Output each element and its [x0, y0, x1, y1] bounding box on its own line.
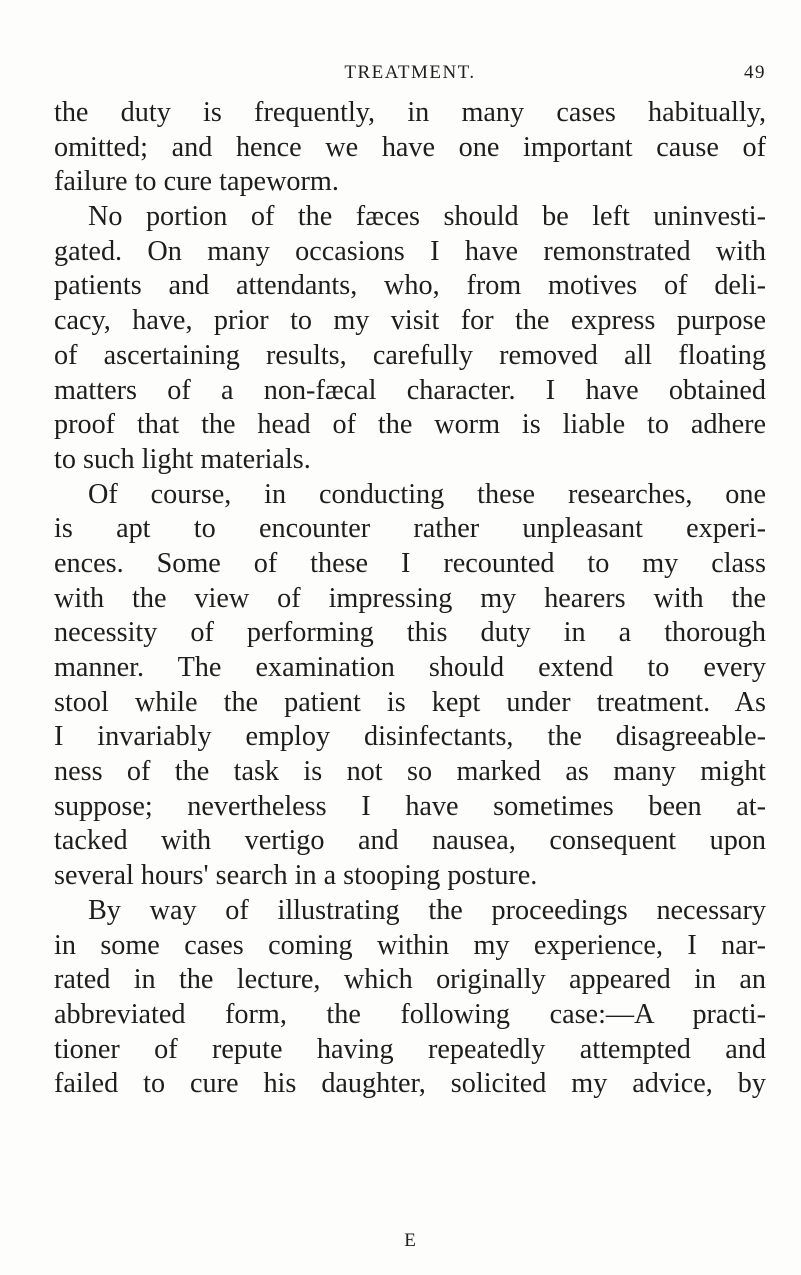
- text-line: omitted; and hence we have one important cause of: [54, 131, 766, 163]
- text-line: suppose; nevertheless I have sometimes been at-: [54, 790, 766, 822]
- text-line: several hours' search in a stooping posture.: [54, 860, 538, 892]
- text-line: failed to cure his daughter, solicited my advice, by: [54, 1068, 766, 1100]
- text-line: with the view of impressing my hearers with the: [54, 582, 766, 614]
- text-line: cacy, have, prior to my visit for the express purpose: [54, 305, 766, 337]
- text-line: ness of the task is not so marked as many might: [54, 756, 766, 788]
- text-line: necessity of performing this duty in a thorough: [54, 617, 766, 649]
- text-line: in some cases coming within my experience, I nar-: [54, 929, 766, 961]
- text-line: of ascertaining results, carefully removed all floating: [54, 339, 766, 371]
- text-line: manner. The examination should extend to every: [54, 652, 766, 683]
- text-line: the duty is frequently, in many cases habitually,: [54, 97, 766, 128]
- text-line: stool while the patient is kept under treatment. As: [54, 686, 766, 718]
- text-line: to such light materials.: [54, 443, 311, 475]
- text-line: gated. On many occasions I have remonstrated with: [54, 235, 766, 267]
- page-number: 49: [744, 62, 766, 83]
- running-head: [54, 62, 766, 92]
- paragraph-first-line: Of course, in conducting these researches, one: [88, 478, 766, 510]
- signature-mark: E: [404, 1230, 416, 1251]
- text-line: abbreviated form, the following case:—A practi-: [54, 998, 766, 1030]
- text-line: proof that the head of the worm is liable to adhere: [54, 409, 766, 441]
- text-line: I invariably employ disinfectants, the disagreeable-: [54, 721, 766, 753]
- text-line: failure to cure tapeworm.: [54, 166, 339, 198]
- text-line: matters of a non-fæcal character. I have obtained: [54, 374, 766, 406]
- text-line: tacked with vertigo and nausea, consequent upon: [54, 825, 766, 857]
- text-line: patients and attendants, who, from motives of deli-: [54, 270, 766, 302]
- text-line: ences. Some of these I recounted to my class: [54, 547, 766, 579]
- paragraph-first-line: No portion of the fæces should be left uninvesti-: [88, 201, 766, 233]
- body-text: [54, 96, 766, 1102]
- running-title: TREATMENT.: [344, 62, 476, 83]
- text-line: rated in the lecture, which originally appeared in an: [54, 964, 766, 996]
- text-line: is apt to encounter rather unpleasant experi-: [54, 513, 766, 545]
- paragraph-first-line: By way of illustrating the proceedings necessary: [88, 894, 766, 926]
- text-line: tioner of repute having repeatedly attempted and: [54, 1033, 766, 1065]
